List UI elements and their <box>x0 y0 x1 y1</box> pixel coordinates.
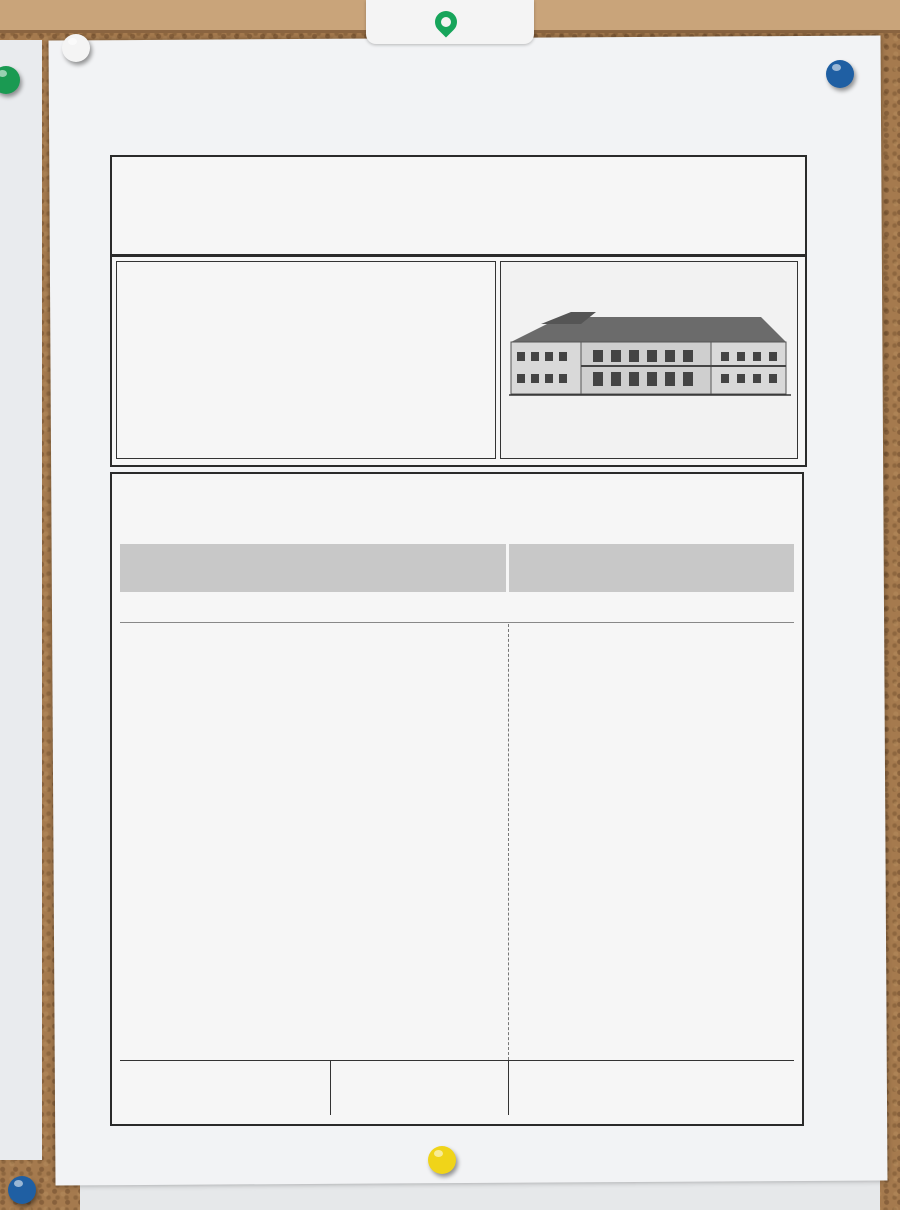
info-value-shape-factor <box>379 400 382 414</box>
specific-values-bar <box>120 594 794 623</box>
delivered-energy-header <box>120 544 506 592</box>
adjacent-sheet-left <box>0 40 42 1160</box>
building-illustration <box>501 262 797 458</box>
info-row-street <box>129 284 132 298</box>
energy-performance-panel <box>110 472 804 1126</box>
delivered-total-cell <box>330 1061 509 1115</box>
info-row-zip <box>129 314 132 328</box>
building-info-fields <box>116 261 496 459</box>
building-info-panel <box>110 255 807 467</box>
whole-building-values <box>120 1060 794 1115</box>
brand-badge[interactable] <box>366 0 534 44</box>
white-pushpin-icon <box>62 34 90 62</box>
info-row-reference-area <box>129 429 136 443</box>
blue-pushpin-icon <box>826 60 854 88</box>
whole-building-label-cell <box>120 1061 331 1115</box>
yellow-pushpin-icon <box>428 1146 456 1174</box>
certificate-header <box>110 155 807 256</box>
location-pin-icon <box>430 6 461 37</box>
primary-energy-header <box>509 544 794 592</box>
building-drawing <box>500 261 798 459</box>
info-value-envelope <box>359 371 362 385</box>
info-row-type <box>129 342 132 356</box>
energy-class-scale <box>120 624 794 1060</box>
